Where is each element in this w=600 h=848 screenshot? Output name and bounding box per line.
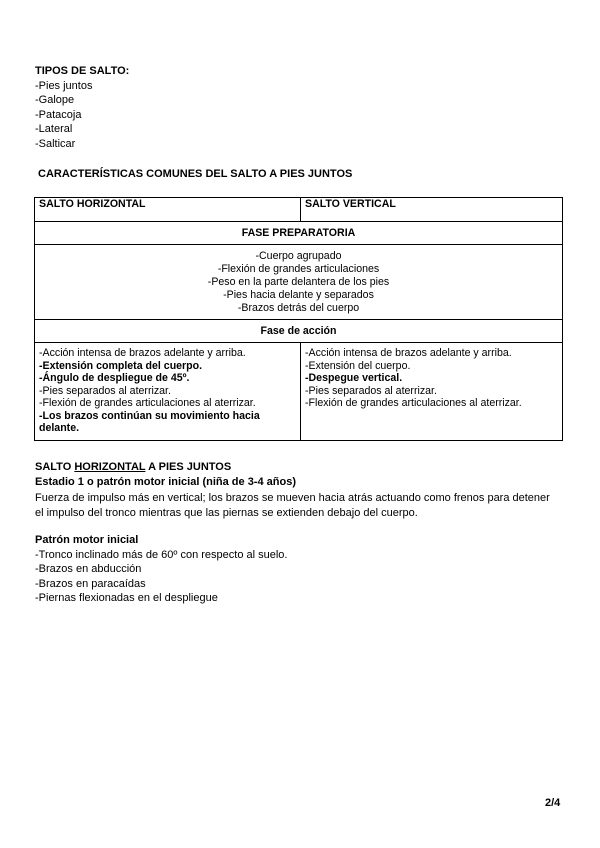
list-item: -Acción intensa de brazos adelante y arriba. <box>39 347 246 359</box>
prep-item: -Flexión de grandes articulaciones <box>217 262 380 275</box>
list-item: -Flexión de grandes articulaciones al aterrizar. <box>39 397 256 409</box>
col-header-horizontal: SALTO HORIZONTAL <box>35 198 301 222</box>
list-item: -Pies juntos <box>35 79 93 92</box>
list-item: -Piernas flexionadas en el despliegue <box>35 592 218 605</box>
list-item: -Brazos en abducción <box>35 563 142 576</box>
salto-horizontal-heading <box>35 460 550 475</box>
patron-section <box>35 533 287 606</box>
col-header-vertical: SALTO VERTICAL <box>301 198 563 222</box>
prep-item: -Cuerpo agrupado <box>255 249 342 262</box>
heading-prefix: SALTO <box>35 461 75 473</box>
list-item: -Acción intensa de brazos adelante y arriba. <box>305 347 512 359</box>
fase-accion-header: Fase de acción <box>35 320 563 343</box>
patron-heading: Patrón motor inicial <box>35 534 139 546</box>
prep-item: -Peso en la parte delantera de los pies <box>207 275 390 288</box>
heading-suffix: A PIES JUNTOS <box>145 461 232 473</box>
list-item: -Patacoja <box>35 108 82 121</box>
prep-item: -Pies hacia delante y separados <box>223 288 374 301</box>
list-item: -Tronco inclinado más de 60º con respecto al suelo. <box>35 548 288 561</box>
salto-horizontal-section <box>35 460 550 520</box>
prep-item: -Brazos detrás del cuerpo <box>237 301 360 314</box>
heading-underlined: HORIZONTAL <box>74 461 146 473</box>
caracteristicas-heading: CARACTERÍSTICAS COMUNES DEL SALTO A PIES JUNTOS <box>38 168 353 180</box>
horizontal-cell <box>35 343 301 441</box>
vertical-cell <box>301 343 563 441</box>
list-item: -Pies separados al aterrizar. <box>305 384 437 397</box>
list-item: -Despegue vertical. <box>305 372 403 384</box>
paragraph-line: Fuerza de impulso más en vertical; los brazos se mueven hacia atrás actuando como frenos para detener <box>35 492 550 505</box>
list-item: -Salticar <box>35 137 76 150</box>
fase-preparatoria-header: FASE PREPARATORIA <box>35 222 563 245</box>
list-item: -Flexión de grandes articulaciones al aterrizar. <box>305 397 522 409</box>
prep-cell <box>35 245 563 320</box>
list-item: -Los brazos continúan su movimiento hacia delante. <box>39 409 260 434</box>
list-item: -Galope <box>35 94 75 107</box>
list-item: -Ángulo de despliegue de 45º. <box>39 372 190 384</box>
list-item: -Pies separados al aterrizar. <box>39 384 171 397</box>
list-item: -Lateral <box>35 123 73 136</box>
list-item: -Extensión del cuerpo. <box>305 359 411 372</box>
tipos-heading: TIPOS DE SALTO: <box>35 65 130 77</box>
list-item: -Extensión completa del cuerpo. <box>39 359 203 372</box>
list-item: -Brazos en paracaídas <box>35 577 146 590</box>
page-number: 2/4 <box>545 797 561 809</box>
paragraph-line: el impulso del tronco mientras que las piernas se extienden debajo del cuerpo. <box>35 506 418 519</box>
comparison-table <box>34 197 563 441</box>
tipos-section <box>35 64 129 152</box>
estadio-heading: Estadio 1 o patrón motor inicial (niña de 3-4 años) <box>35 475 296 488</box>
